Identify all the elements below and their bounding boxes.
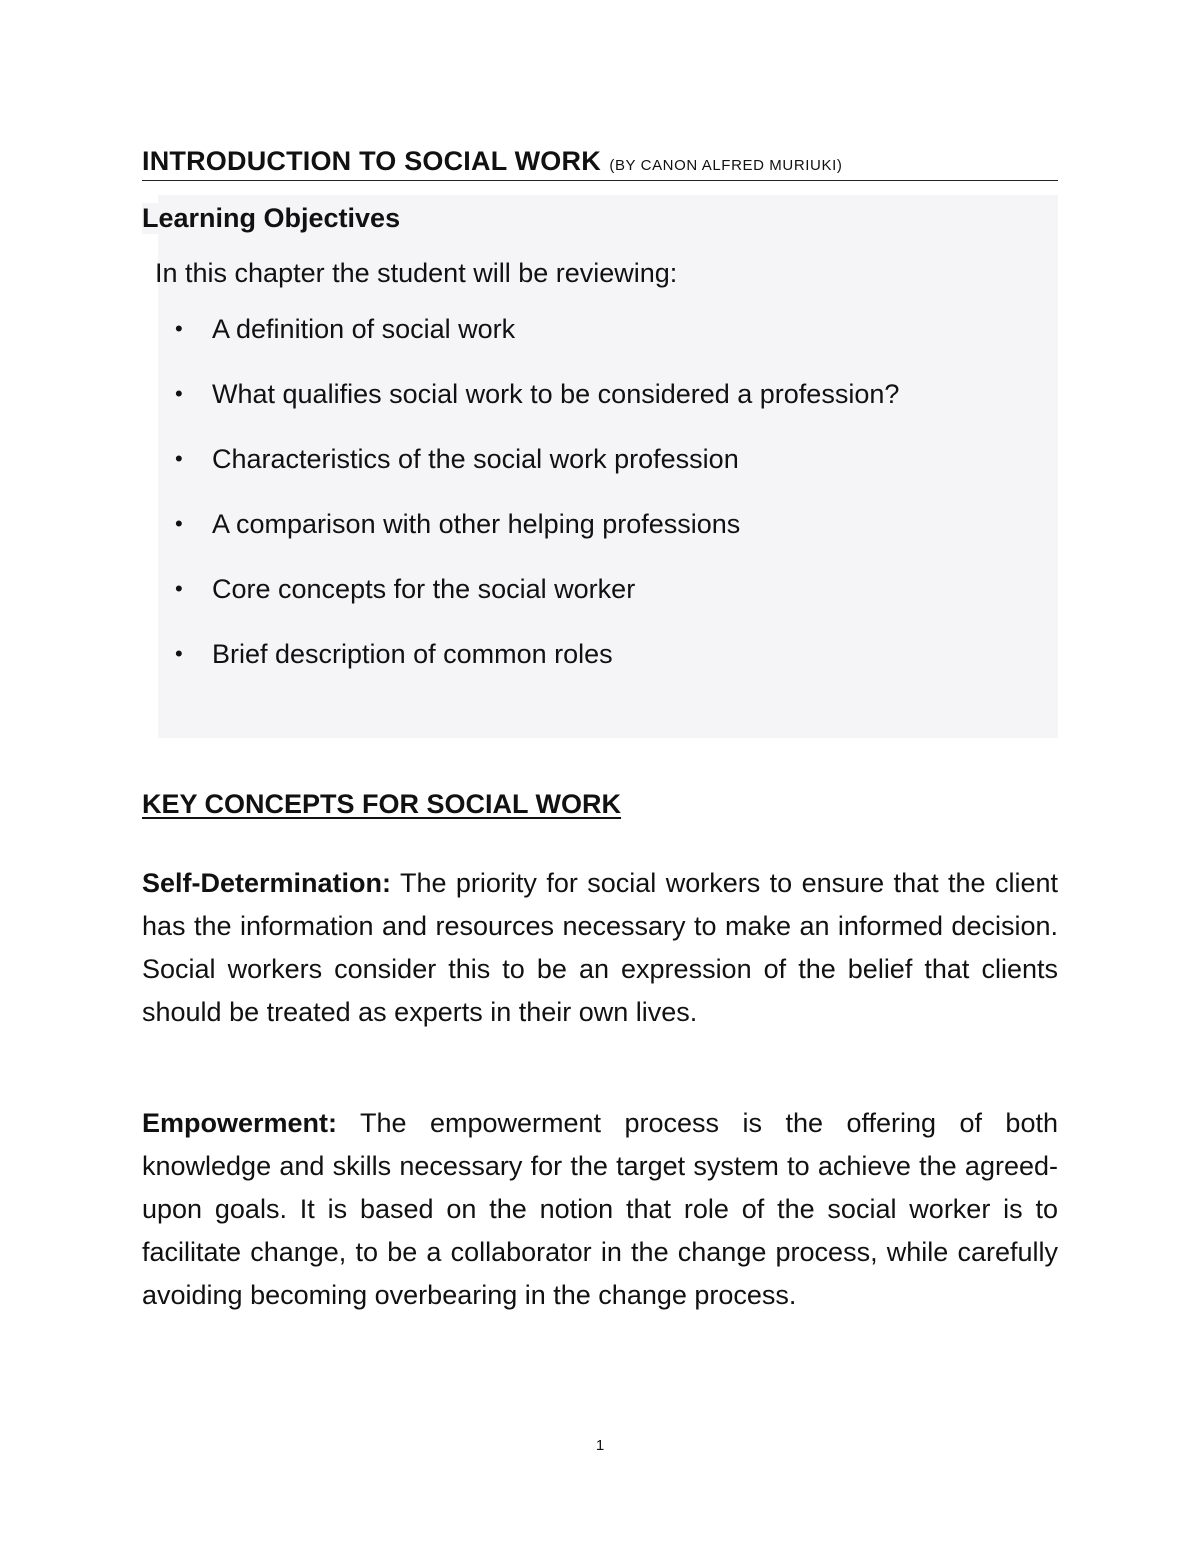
- bullet-icon: •: [175, 576, 183, 601]
- concept-term: Empowerment:: [142, 1108, 338, 1138]
- list-item: [172, 375, 899, 440]
- concept-term: Self-Determination:: [142, 868, 392, 898]
- objectives-list: [172, 310, 899, 700]
- list-item: [172, 310, 899, 375]
- page-number: 1: [595, 1437, 605, 1454]
- list-item-text: Brief description of common roles: [212, 639, 613, 669]
- concept-self-determination: [142, 862, 1058, 1034]
- key-concepts-heading: KEY CONCEPTS FOR SOCIAL WORK: [142, 789, 622, 819]
- bullet-icon: •: [175, 316, 183, 341]
- concept-text: The priority for social workers to ensure that the client has the information and resources necessary to make an informed decision. Social workers consider this to be an expression of the belief that clients should be treated as experts in their own lives.: [142, 868, 1058, 1027]
- bullet-icon: •: [175, 446, 183, 471]
- author-text: (BY CANON ALFRED MURIUKI): [609, 157, 843, 174]
- list-item-text: Core concepts for the social worker: [212, 574, 636, 604]
- title-text: INTRODUCTION TO SOCIAL WORK: [142, 146, 601, 176]
- list-item-text: Characteristics of the social work profession: [212, 444, 739, 474]
- bullet-icon: •: [175, 381, 183, 406]
- document-title: [142, 146, 1058, 181]
- objectives-intro: In this chapter the student will be reviewing:: [155, 258, 678, 288]
- list-item-text: A comparison with other helping professions: [212, 509, 741, 539]
- list-item: [172, 505, 899, 570]
- list-item: [172, 570, 899, 635]
- concept-empowerment: [142, 1102, 1058, 1317]
- concept-text: The empowerment process is the offering of both knowledge and skills necessary for the target system to achieve the agreed-upon goals. It is based on the notion that role of the social worker is to facilitate change, to be a collaborator in the change process, while carefully avoiding becoming overbearing in the change process.: [142, 1108, 1058, 1310]
- list-item: [172, 635, 899, 700]
- list-item-text: A definition of social work: [212, 314, 516, 344]
- list-item: [172, 440, 899, 505]
- objectives-heading: Learning Objectives: [142, 203, 406, 234]
- bullet-icon: •: [175, 511, 183, 536]
- list-item-text: What qualifies social work to be considered a profession?: [212, 379, 900, 409]
- bullet-icon: •: [175, 641, 183, 666]
